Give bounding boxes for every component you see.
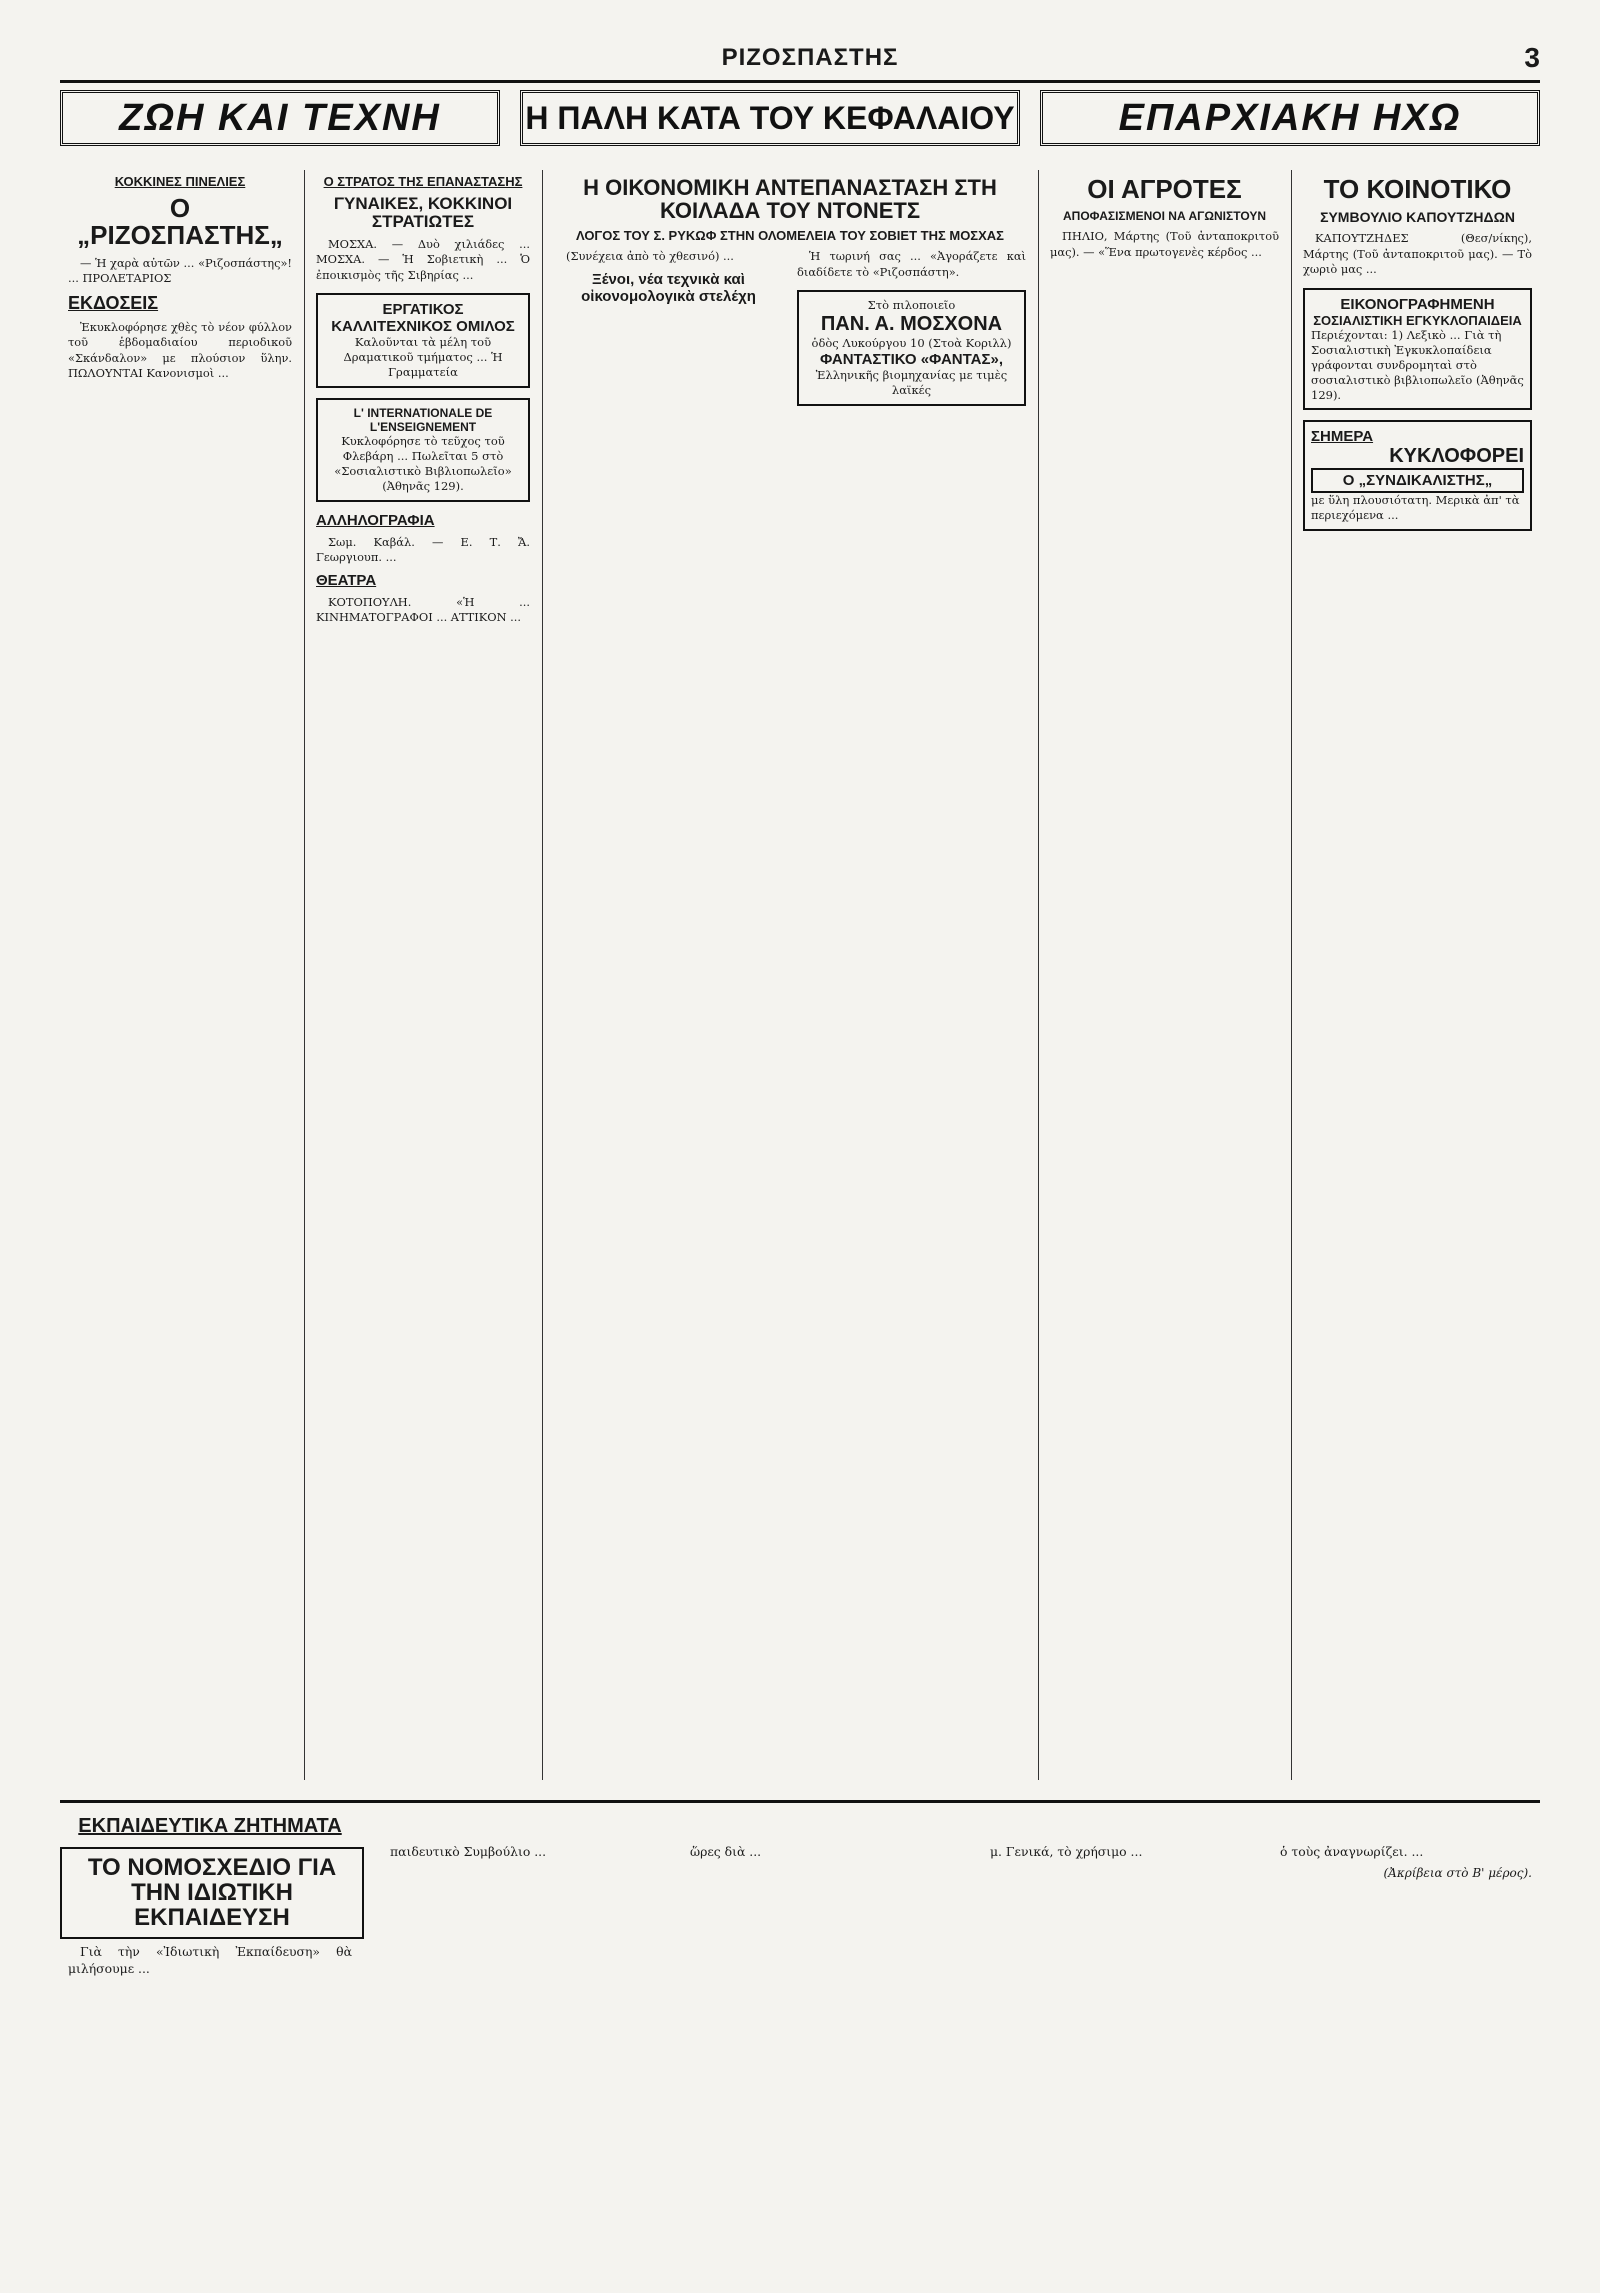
ad-body: με ὕλη πλουσιότατη. Μερικὰ ἀπ' τὰ περιεχόμενα ... bbox=[1311, 493, 1520, 523]
ad-subtitle: ΣΟΣΙΑΛΙΣΤΙΚΗ ΕΓΚΥΚΛΟΠΑΙΔΕΙΑ bbox=[1313, 312, 1522, 328]
newspaper-title: ΡΙΖΟΣΠΑΣΤΗΣ bbox=[721, 44, 899, 71]
section-allilografia-body: Σωμ. Καβάλ. — Ε. Τ. Ἄ. Γεωργιουπ. ... bbox=[316, 534, 530, 565]
encyclopedia-ad bbox=[1303, 288, 1532, 411]
section-headline: ΤΟ ΝΟΜΟΣΧΕΔΙΟ ΓΙΑ ΤΗΝ ΙΔΙΩΤΙΚΗ ΕΚΠΑΙΔΕΥΣΗ bbox=[60, 1847, 364, 1939]
notice-box bbox=[316, 398, 530, 502]
bottom-text: ὥρες διὰ ... bbox=[690, 1844, 762, 1859]
ad-kicker: ΣΗΜΕΡΑ bbox=[1311, 428, 1374, 446]
bottom-column-1 bbox=[60, 1943, 360, 2253]
article-headline: Ο „ΡΙΖΟΣΠΑΣΤΗΣ„ bbox=[77, 193, 283, 251]
section-ekdoseis: ΕΚΔΟΣΕΙΣ bbox=[68, 292, 159, 313]
ad-line: Στὸ πιλοποιεῖο bbox=[867, 298, 956, 313]
education-section bbox=[60, 1800, 1540, 2263]
article-body: ΠΗΛΙΟ, Μάρτης (Τοῦ ἀνταποκριτοῦ μας). — «Ἕνα πρωτογενὲς κέρδος ... bbox=[1050, 229, 1279, 259]
ad-name: Ο „ΣΥΝΔΙΚΑΛΙΣΤΗΣ„ bbox=[1311, 468, 1524, 493]
ad-title: ΕΙΚΟΝΟΓΡΑΦΗΜΕΝΗ bbox=[1340, 295, 1495, 313]
bottom-text: Γιὰ τὴν «Ἰδιωτικὴ Ἐκπαίδευση» θὰ μιλήσουμε ... bbox=[68, 1944, 352, 1977]
ad-body: Περιέχονται: 1) Λεξικὸ ... Γιὰ τὴ Σοσιαλιστικὴ Ἐγκυκλοπαίδεια γράφονται συνδρομηταὶ στὸ σοσιαλιστικὸ βιβλιοπωλεῖο (Ἀθηνᾶς 129). bbox=[1311, 327, 1524, 402]
section-title: ΕΚΠΑΙΔΕΥΤΙΚΑ ΖΗΤΗΜΑΤΑ bbox=[78, 1815, 342, 1837]
bottom-column-2 bbox=[370, 1843, 660, 2253]
bottom-column-3 bbox=[670, 1843, 960, 2253]
bottom-text: ὁ τοὺς ἀναγνωρίζει. ... bbox=[1280, 1844, 1424, 1859]
banner-zoi-kai-texni: ΖΩΗ ΚΑΙ ΤΕΧΝΗ bbox=[60, 90, 500, 146]
notice-body: Κυκλοφόρησε τὸ τεῦχος τοῦ Φλεβάρη ... Πωλεῖται 5 στὸ «Σοσιαλιστικὸ Βιβλιοπωλεῖο» (Ἀθηνᾶς 129). bbox=[334, 434, 512, 493]
article-headline: ΟΙ ΑΓΡΟΤΕΣ bbox=[1087, 174, 1242, 204]
article-body: ΜΟΣΧΑ. — Δυὸ χιλιάδες ... ΜΟΣΧΑ. — Ἡ Σοβιετικὴ ... Ὁ ἐποικισμὸς τῆς Σιβηρίας ... bbox=[316, 236, 530, 282]
notice-title: ΕΡΓΑΤΙΚΟΣ ΚΑΛΛΙΤΕΧΝΙΚΟΣ ΟΜΙΛΟΣ bbox=[331, 301, 515, 336]
notice-body: Καλοῦνται τὰ μέλη τοῦ Δραματικοῦ τμήματος ... Ἡ Γραμματεία bbox=[343, 335, 503, 380]
ad-line: Ἑλληνικῆς βιομηχανίας με τιμὲς λαϊκές bbox=[815, 368, 1008, 397]
page-number: 3 bbox=[1524, 42, 1540, 73]
column-2 bbox=[308, 170, 538, 1780]
column-6 bbox=[1295, 170, 1540, 1780]
column-5 bbox=[1042, 170, 1287, 1780]
article-continuation: (Ἀκρίβεια στὸ Β' μέρος). bbox=[1383, 1866, 1532, 1881]
article-body: ΚΑΠΟΥΤΖΗΔΕΣ (Θεσ/νίκης), Μάρτης (Τοῦ ἀνταποκριτοῦ μας). — Τὸ χωριὸ μας ... bbox=[1303, 231, 1532, 277]
article-headline: Η ΟΙΚΟΝΟΜΙΚΗ ΑΝΤΕΠΑΝΑΣΤΑΣΗ ΣΤΗ ΚΟΙΛΑΔΑ ΤΟΥ ΝΤΟΝΕΤΣ bbox=[583, 175, 997, 224]
section-theatra: ΘΕΑΤΡΑ bbox=[316, 571, 377, 589]
ad-name: ΠΑΝ. Α. ΜΟΣΧΟΝΑ bbox=[820, 313, 1003, 336]
banner-pali-kata-kefalaiou: Η ΠΑΛΗ ΚΑΤΑ ΤΟΥ ΚΕΦΑΛΑΙΟΥ bbox=[520, 90, 1020, 146]
bottom-text: μ. Γενικά, τὸ χρήσιμο ... bbox=[990, 1844, 1143, 1859]
article-subhead: ΣΥΜΒΟΥΛΙΟ ΚΑΠΟΥΤΖΗΔΩΝ bbox=[1320, 209, 1515, 226]
article-body: (Συνέχεια ἀπὸ τὸ χθεσινό) ... bbox=[566, 249, 734, 264]
article-headline: ΤΟ ΚΟΙΝΟΤΙΚΟ bbox=[1323, 174, 1512, 204]
masthead bbox=[60, 40, 1540, 83]
notice-title: L' INTERNATIONALE DE L'ENSEIGNEMENT bbox=[353, 406, 493, 434]
column-rule bbox=[304, 170, 305, 1780]
article-kicker: ΚΟΚΚΙΝΕΣ ΠΙΝΕΛΙΕΣ bbox=[114, 174, 246, 189]
article-midhead: Ξένοι, νέα τεχνικὰ καὶ οἰκονομολογικὰ στελέχη bbox=[581, 270, 756, 305]
advertisement bbox=[797, 290, 1026, 406]
ad-title: ΚΥΚΛΟΦΟΡΕΙ bbox=[1389, 445, 1524, 468]
ad-line: ὁδὸς Λυκούργου 10 (Στοὰ Κοριλλ) bbox=[811, 336, 1012, 351]
article-headline: ΓΥΝΑΙΚΕΣ, ΚΟΚΚΙΝΟΙ ΣΤΡΑΤΙΩΤΕΣ bbox=[333, 194, 513, 231]
column-rule bbox=[1291, 170, 1292, 1780]
section-theatra-body: ΚΟΤΟΠΟΥΛΗ. «Ἡ ... ΚΙΝΗΜΑΤΟΓΡΑΦΟΙ ... ΑΤΤΙΚΟΝ ... bbox=[316, 594, 530, 625]
article-body: — Ἡ χαρὰ αὐτῶν ... «Ριζοσπάστης»! ... ΠΡΟΛΕΤΑΡΙΟΣ bbox=[68, 255, 292, 286]
newspaper-page bbox=[60, 40, 1540, 2260]
column-rule bbox=[542, 170, 543, 1780]
article-subhead: ΑΠΟΦΑΣΙΣΜΕΝΟΙ ΝΑ ΑΓΩΝΙΣΤΟΥΝ bbox=[1063, 209, 1266, 224]
article-kicker: Ο ΣΤΡΑΤΟΣ ΤΗΣ ΕΠΑΝΑΣΤΑΣΗΣ bbox=[323, 174, 523, 189]
article-subhead: ΛΟΓΟΣ ΤΟΥ Σ. ΡΥΚΩΦ ΣΤΗΝ ΟΛΟΜΕΛΕΙΑ ΤΟΥ ΣΟΒΙΕΤ ΤΗΣ ΜΟΣΧΑΣ bbox=[576, 228, 1004, 244]
syndikalistis-ad bbox=[1303, 420, 1532, 531]
column-1 bbox=[60, 170, 300, 1780]
bottom-column-4 bbox=[970, 1843, 1250, 2253]
section-allilografia: ΑΛΛΗΛΟΓΡΑΦΙΑ bbox=[316, 511, 435, 529]
section-banners bbox=[60, 90, 1540, 152]
section-ekdoseis-body: Ἐκυκλοφόρησε χθὲς τὸ νέον φύλλον τοῦ ἑβδομαδιαίου περιοδικοῦ «Σκάνδαλον» με πλούσιον ὕλην. ΠΩΛΟΥΝΤΑΙ Κανονισμοὶ ... bbox=[68, 319, 292, 381]
column-rule bbox=[1038, 170, 1039, 1780]
banner-eparxiaki-ixo: ΕΠΑΡΧΙΑΚΗ ΗΧΩ bbox=[1040, 90, 1540, 146]
ad-line: ΦΑΝΤΑΣΤΙΚΟ «ΦΑΝΤΑΣ», bbox=[819, 351, 1004, 369]
column-3-4 bbox=[546, 170, 1034, 1780]
article-body: Ἡ τωρινή σας ... «Ἀγοράζετε καὶ διαδίδετε τὸ «Ριζοσπάστη». bbox=[797, 249, 1026, 279]
bottom-column-5 bbox=[1260, 1843, 1540, 2253]
bottom-text: παιδευτικὸ Συμβούλιο ... bbox=[390, 1844, 547, 1859]
notice-box bbox=[316, 293, 530, 388]
